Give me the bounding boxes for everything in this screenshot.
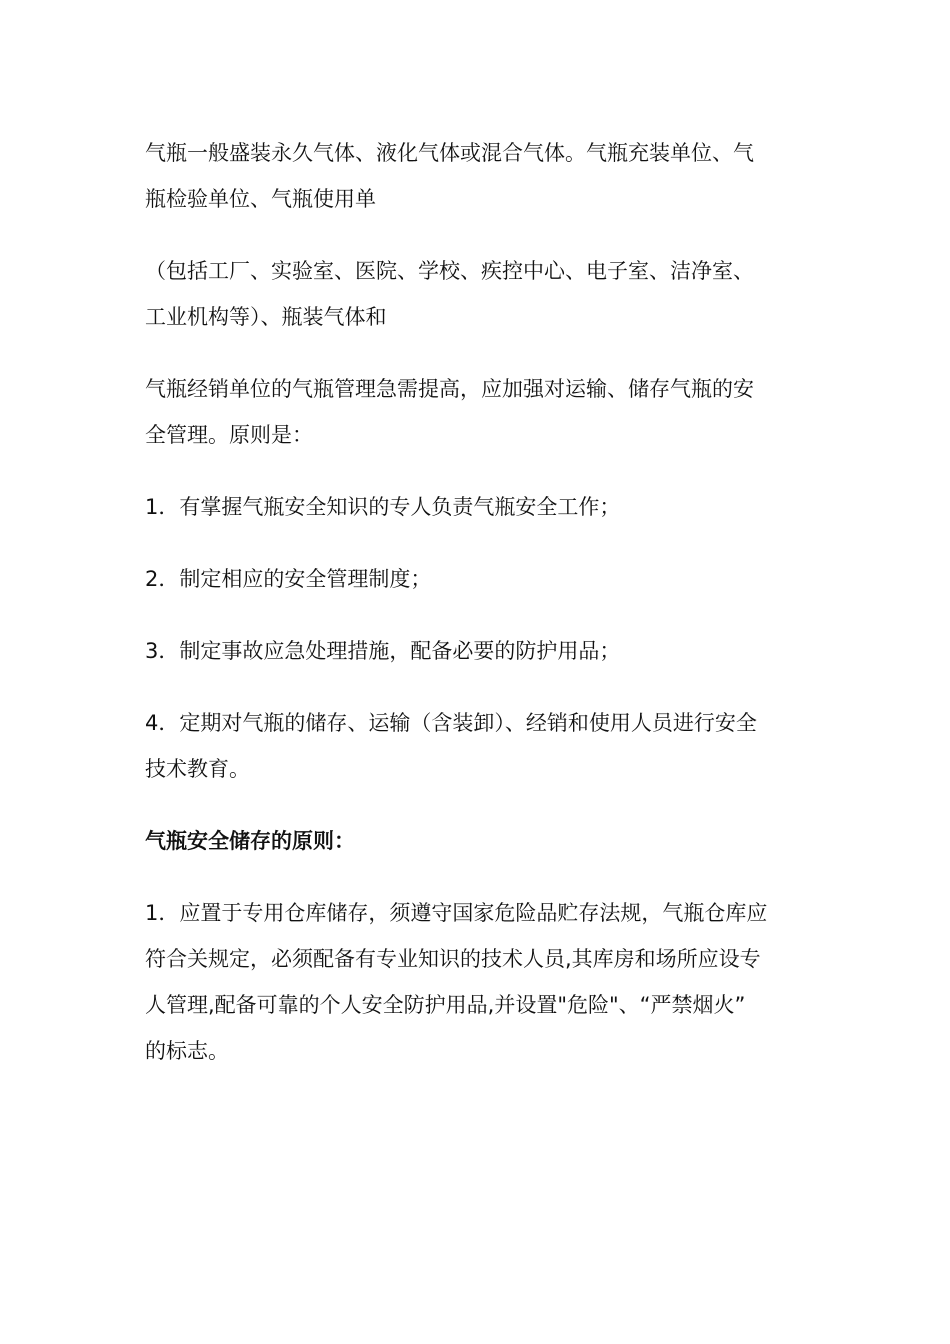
text-line: 气瓶经销单位的气瓶管理急需提高，应加强对运输、储存气瓶的安 — [145, 377, 754, 401]
text-line: 4．定期对气瓶的储存、运输（含装卸）、经销和使用人员进行安全 — [145, 711, 757, 735]
text-line: 人管理,配备可靠的个人安全防护用品,并设置"危险"、“严禁烟火” — [145, 993, 746, 1017]
text-line: 1．应置于专用仓库储存，须遵守国家危险品贮存法规，气瓶仓库应 — [145, 901, 768, 925]
section-heading — [145, 818, 810, 864]
storage-item-1 — [145, 890, 810, 1074]
text-line: 全管理。原则是： — [145, 423, 313, 447]
text-line: 符合关规定，必须配备有专业知识的技术人员,其库房和场所应设专 — [145, 947, 761, 971]
intro-paragraph-2 — [145, 248, 810, 340]
text-line: 3．制定事故应急处理措施，配备必要的防护用品； — [145, 639, 621, 663]
text-line: 的标志。 — [145, 1039, 229, 1063]
document-body — [145, 130, 810, 1100]
text-line: 2．制定相应的安全管理制度； — [145, 567, 432, 591]
text-line: 气瓶一般盛装永久气体、液化气体或混合气体。气瓶充装单位、气 — [145, 141, 754, 165]
intro-paragraph-3 — [145, 366, 810, 458]
text-line: 瓶检验单位、气瓶使用单 — [145, 187, 376, 211]
principle-item-4 — [145, 700, 810, 792]
principle-item-1 — [145, 484, 810, 530]
heading-text: 气瓶安全储存的原则： — [145, 829, 355, 853]
text-line: 技术教育。 — [145, 757, 250, 781]
principle-item-3 — [145, 628, 810, 674]
text-line: 1．有掌握气瓶安全知识的专人负责气瓶安全工作； — [145, 495, 621, 519]
text-line: 工业机构等）、瓶装气体和 — [145, 305, 387, 329]
intro-paragraph-1 — [145, 130, 810, 222]
principle-item-2 — [145, 556, 810, 602]
text-line: （包括工厂、实验室、医院、学校、疾控中心、电子室、洁净室、 — [145, 259, 754, 283]
